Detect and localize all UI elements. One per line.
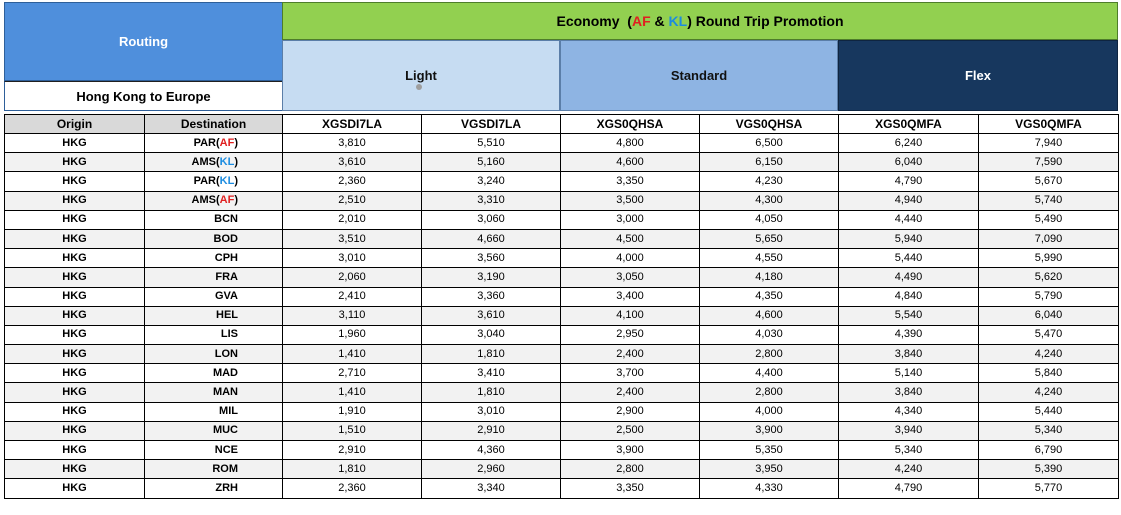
fare-table-body bbox=[5, 134, 1119, 499]
origin-cell: HKG bbox=[5, 421, 145, 440]
fare-table bbox=[4, 114, 1119, 499]
fare-cell: 4,240 bbox=[979, 383, 1119, 402]
fare-cell: 3,350 bbox=[561, 479, 700, 498]
origin-cell: HKG bbox=[5, 249, 145, 268]
fare-cell: 5,340 bbox=[979, 421, 1119, 440]
fare-cell: 1,810 bbox=[283, 460, 422, 479]
fare-cell: 5,440 bbox=[839, 249, 979, 268]
table-row bbox=[5, 383, 1119, 402]
fare-cell: 1,810 bbox=[422, 383, 561, 402]
table-row bbox=[5, 364, 1119, 383]
fare-cell: 3,310 bbox=[422, 191, 561, 210]
promo-amp: & bbox=[650, 13, 669, 29]
column-header-destination: Destination bbox=[145, 115, 283, 134]
fare-cell: 2,410 bbox=[283, 287, 422, 306]
fare-cell: 3,010 bbox=[283, 249, 422, 268]
fare-cell: 7,590 bbox=[979, 153, 1119, 172]
carrier-code: AF bbox=[219, 194, 235, 207]
fare-cell: 3,410 bbox=[422, 364, 561, 383]
fare-cell: 2,800 bbox=[700, 345, 839, 364]
fare-cell: 5,490 bbox=[979, 210, 1119, 229]
fare-cell: 4,340 bbox=[839, 402, 979, 421]
fare-cell: 5,160 bbox=[422, 153, 561, 172]
destination-cell bbox=[145, 134, 283, 153]
routing-header bbox=[4, 2, 282, 81]
destination-cell bbox=[145, 383, 283, 402]
fare-cell: 5,990 bbox=[979, 249, 1119, 268]
destination-code: LIS bbox=[220, 328, 238, 341]
fare-cell: 3,610 bbox=[283, 153, 422, 172]
fare-cell: 1,510 bbox=[283, 421, 422, 440]
fare-cell: 5,840 bbox=[979, 364, 1119, 383]
table-row bbox=[5, 421, 1119, 440]
destination-cell bbox=[145, 229, 283, 248]
fare-cell: 3,240 bbox=[422, 172, 561, 191]
fare-cell: 4,240 bbox=[839, 460, 979, 479]
destination-cell bbox=[145, 153, 283, 172]
fare-cell: 3,510 bbox=[283, 229, 422, 248]
origin-cell: HKG bbox=[5, 383, 145, 402]
destination-cell bbox=[145, 268, 283, 287]
fare-cell: 2,960 bbox=[422, 460, 561, 479]
fare-cell: 4,390 bbox=[839, 325, 979, 344]
column-header-fare-code: VGS0QMFA bbox=[979, 115, 1119, 134]
destination-cell bbox=[145, 325, 283, 344]
fare-cell: 3,400 bbox=[561, 287, 700, 306]
fare-cell: 6,040 bbox=[979, 306, 1119, 325]
fare-cell: 4,180 bbox=[700, 268, 839, 287]
fare-cell: 3,060 bbox=[422, 210, 561, 229]
fare-cell: 2,910 bbox=[283, 441, 422, 460]
fare-cell: 4,400 bbox=[700, 364, 839, 383]
destination-code: MUC bbox=[212, 424, 238, 437]
fare-cell: 2,710 bbox=[283, 364, 422, 383]
destination-code: MAN bbox=[212, 386, 238, 399]
fare-cell: 1,410 bbox=[283, 383, 422, 402]
fare-cell: 1,810 bbox=[422, 345, 561, 364]
fare-cell: 3,050 bbox=[561, 268, 700, 287]
column-header-fare-code: VGSDI7LA bbox=[422, 115, 561, 134]
fare-cell: 2,900 bbox=[561, 402, 700, 421]
fare-cell: 4,800 bbox=[561, 134, 700, 153]
origin-cell: HKG bbox=[5, 134, 145, 153]
origin-cell: HKG bbox=[5, 268, 145, 287]
fare-cell: 5,470 bbox=[979, 325, 1119, 344]
fare-cell: 3,940 bbox=[839, 421, 979, 440]
fare-cell: 5,510 bbox=[422, 134, 561, 153]
destination-code: LON bbox=[214, 347, 238, 360]
fare-cell: 4,940 bbox=[839, 191, 979, 210]
fare-family-standard bbox=[560, 40, 838, 111]
fare-cell: 3,700 bbox=[561, 364, 700, 383]
fare-cell: 4,790 bbox=[839, 172, 979, 191]
carrier-paren-close: ) bbox=[234, 155, 238, 168]
column-header-row bbox=[5, 115, 1119, 134]
fare-cell: 4,240 bbox=[979, 345, 1119, 364]
fare-cell: 5,740 bbox=[979, 191, 1119, 210]
fare-cell: 6,240 bbox=[839, 134, 979, 153]
fare-cell: 3,900 bbox=[700, 421, 839, 440]
destination-code: ZRH bbox=[215, 481, 238, 494]
destination-cell bbox=[145, 172, 283, 191]
destination-code: AMS bbox=[191, 194, 216, 207]
origin-cell: HKG bbox=[5, 153, 145, 172]
origin-cell: HKG bbox=[5, 402, 145, 421]
fare-cell: 4,000 bbox=[700, 402, 839, 421]
table-row bbox=[5, 460, 1119, 479]
fare-cell: 5,540 bbox=[839, 306, 979, 325]
origin-cell: HKG bbox=[5, 441, 145, 460]
promo-af: AF bbox=[631, 13, 651, 29]
origin-cell: HKG bbox=[5, 229, 145, 248]
destination-code: MAD bbox=[212, 366, 238, 379]
fare-cell: 3,010 bbox=[422, 402, 561, 421]
table-row bbox=[5, 153, 1119, 172]
fare-cell: 4,100 bbox=[561, 306, 700, 325]
fare-cell: 5,650 bbox=[700, 229, 839, 248]
fare-cell: 4,030 bbox=[700, 325, 839, 344]
fare-cell: 4,330 bbox=[700, 479, 839, 498]
fare-cell: 2,800 bbox=[561, 460, 700, 479]
fare-cell: 5,620 bbox=[979, 268, 1119, 287]
fare-cell: 5,670 bbox=[979, 172, 1119, 191]
fare-cell: 3,840 bbox=[839, 345, 979, 364]
fare-cell: 5,140 bbox=[839, 364, 979, 383]
fare-cell: 4,230 bbox=[700, 172, 839, 191]
fare-cell: 3,040 bbox=[422, 325, 561, 344]
carrier-paren-open: ( bbox=[215, 194, 220, 207]
table-row bbox=[5, 134, 1119, 153]
destination-cell bbox=[145, 345, 283, 364]
carrier-paren-open: ( bbox=[215, 155, 220, 168]
fare-cell: 3,500 bbox=[561, 191, 700, 210]
fare-cell: 4,790 bbox=[839, 479, 979, 498]
fare-cell: 4,840 bbox=[839, 287, 979, 306]
fare-cell: 5,940 bbox=[839, 229, 979, 248]
table-row bbox=[5, 345, 1119, 364]
fare-cell: 4,490 bbox=[839, 268, 979, 287]
destination-code: HEL bbox=[216, 309, 238, 322]
fare-cell: 7,090 bbox=[979, 229, 1119, 248]
table-row bbox=[5, 402, 1119, 421]
destination-cell bbox=[145, 249, 283, 268]
origin-cell: HKG bbox=[5, 325, 145, 344]
fare-cell: 1,960 bbox=[283, 325, 422, 344]
table-row bbox=[5, 306, 1119, 325]
origin-cell: HKG bbox=[5, 172, 145, 191]
table-row bbox=[5, 479, 1119, 498]
origin-cell: HKG bbox=[5, 479, 145, 498]
destination-cell bbox=[145, 191, 283, 210]
fare-cell: 3,110 bbox=[283, 306, 422, 325]
destination-cell bbox=[145, 402, 283, 421]
fare-cell: 3,000 bbox=[561, 210, 700, 229]
fare-cell: 3,900 bbox=[561, 441, 700, 460]
column-header-fare-code: XGS0QHSA bbox=[561, 115, 700, 134]
route-subtitle-text: Hong Kong to Europe bbox=[76, 88, 211, 104]
fare-cell: 4,000 bbox=[561, 249, 700, 268]
origin-cell: HKG bbox=[5, 306, 145, 325]
fare-cell: 6,500 bbox=[700, 134, 839, 153]
destination-code: AMS bbox=[191, 155, 216, 168]
carrier-paren-close: ) bbox=[234, 136, 238, 149]
destination-cell bbox=[145, 441, 283, 460]
cursor-dot-icon bbox=[416, 84, 422, 90]
fare-cell: 4,350 bbox=[700, 287, 839, 306]
destination-cell bbox=[145, 460, 283, 479]
fare-family-flex bbox=[838, 40, 1118, 111]
carrier-paren-open: ( bbox=[215, 174, 220, 187]
fare-cell: 4,600 bbox=[561, 153, 700, 172]
column-header-fare-code: VGS0QHSA bbox=[700, 115, 839, 134]
fare-cell: 4,300 bbox=[700, 191, 839, 210]
fare-cell: 4,050 bbox=[700, 210, 839, 229]
carrier-code: KL bbox=[219, 155, 235, 168]
destination-code: PAR bbox=[193, 174, 216, 187]
destination-code: GVA bbox=[214, 290, 238, 303]
table-row bbox=[5, 210, 1119, 229]
fare-cell: 4,550 bbox=[700, 249, 839, 268]
destination-cell bbox=[145, 306, 283, 325]
destination-cell bbox=[145, 364, 283, 383]
origin-cell: HKG bbox=[5, 210, 145, 229]
fare-cell: 2,010 bbox=[283, 210, 422, 229]
fare-cell: 3,190 bbox=[422, 268, 561, 287]
promo-suffix: ) Round Trip Promotion bbox=[687, 13, 844, 29]
destination-code: BOD bbox=[213, 232, 238, 245]
origin-cell: HKG bbox=[5, 287, 145, 306]
table-row bbox=[5, 229, 1119, 248]
fare-cell: 5,390 bbox=[979, 460, 1119, 479]
promotion-title bbox=[282, 2, 1118, 40]
promo-kl: KL bbox=[668, 13, 688, 29]
route-subtitle bbox=[4, 81, 282, 111]
fare-cell: 2,360 bbox=[283, 172, 422, 191]
fare-cell: 5,770 bbox=[979, 479, 1119, 498]
destination-cell bbox=[145, 421, 283, 440]
fare-cell: 2,950 bbox=[561, 325, 700, 344]
fare-cell: 2,500 bbox=[561, 421, 700, 440]
fare-cell: 2,400 bbox=[561, 345, 700, 364]
table-row bbox=[5, 172, 1119, 191]
destination-code: PAR bbox=[193, 136, 216, 149]
fare-cell: 2,400 bbox=[561, 383, 700, 402]
destination-code: BCN bbox=[214, 213, 238, 226]
fare-cell: 7,940 bbox=[979, 134, 1119, 153]
fare-cell: 3,350 bbox=[561, 172, 700, 191]
table-row bbox=[5, 441, 1119, 460]
fare-cell: 3,360 bbox=[422, 287, 561, 306]
fare-cell: 3,340 bbox=[422, 479, 561, 498]
carrier-paren-open: ( bbox=[215, 136, 220, 149]
fare-cell: 4,440 bbox=[839, 210, 979, 229]
destination-code: NCE bbox=[214, 443, 238, 456]
fare-cell: 3,810 bbox=[283, 134, 422, 153]
fare-cell: 5,350 bbox=[700, 441, 839, 460]
fare-cell: 6,790 bbox=[979, 441, 1119, 460]
fare-cell: 3,560 bbox=[422, 249, 561, 268]
destination-code: ROM bbox=[212, 462, 238, 475]
fare-cell: 2,800 bbox=[700, 383, 839, 402]
fare-cell: 6,150 bbox=[700, 153, 839, 172]
fare-cell: 4,500 bbox=[561, 229, 700, 248]
origin-cell: HKG bbox=[5, 191, 145, 210]
destination-cell bbox=[145, 210, 283, 229]
destination-cell bbox=[145, 287, 283, 306]
destination-code: MIL bbox=[219, 405, 238, 418]
carrier-code: KL bbox=[219, 174, 235, 187]
fare-family-standard-label: Standard bbox=[670, 68, 728, 83]
fare-family-light bbox=[282, 40, 560, 111]
origin-cell: HKG bbox=[5, 345, 145, 364]
fare-cell: 1,410 bbox=[283, 345, 422, 364]
fare-cell: 5,440 bbox=[979, 402, 1119, 421]
fare-cell: 4,660 bbox=[422, 229, 561, 248]
carrier-paren-close: ) bbox=[234, 194, 238, 207]
fare-family-light-label: Light bbox=[405, 68, 437, 83]
fare-cell: 2,510 bbox=[283, 191, 422, 210]
fare-cell: 4,360 bbox=[422, 441, 561, 460]
column-header-fare-code: XGS0QMFA bbox=[839, 115, 979, 134]
fare-cell: 4,600 bbox=[700, 306, 839, 325]
fare-cell: 5,790 bbox=[979, 287, 1119, 306]
destination-cell bbox=[145, 479, 283, 498]
routing-label: Routing bbox=[118, 34, 169, 49]
carrier-paren-close: ) bbox=[234, 174, 238, 187]
origin-cell: HKG bbox=[5, 460, 145, 479]
destination-code: CPH bbox=[214, 251, 238, 264]
fare-cell: 3,610 bbox=[422, 306, 561, 325]
carrier-code: AF bbox=[219, 136, 235, 149]
fare-cell: 5,340 bbox=[839, 441, 979, 460]
destination-code: FRA bbox=[215, 270, 238, 283]
origin-cell: HKG bbox=[5, 364, 145, 383]
promo-prefix: Economy ( bbox=[556, 13, 632, 29]
fare-cell: 3,840 bbox=[839, 383, 979, 402]
fare-cell: 2,060 bbox=[283, 268, 422, 287]
fare-family-flex-label: Flex bbox=[964, 68, 991, 83]
column-header-origin: Origin bbox=[5, 115, 145, 134]
column-header-fare-code: XGSDI7LA bbox=[283, 115, 422, 134]
fare-cell: 2,360 bbox=[283, 479, 422, 498]
table-row bbox=[5, 249, 1119, 268]
fare-cell: 3,950 bbox=[700, 460, 839, 479]
table-row bbox=[5, 191, 1119, 210]
fare-cell: 2,910 bbox=[422, 421, 561, 440]
fare-cell: 6,040 bbox=[839, 153, 979, 172]
table-row bbox=[5, 268, 1119, 287]
table-row bbox=[5, 287, 1119, 306]
fare-cell: 1,910 bbox=[283, 402, 422, 421]
table-row bbox=[5, 325, 1119, 344]
